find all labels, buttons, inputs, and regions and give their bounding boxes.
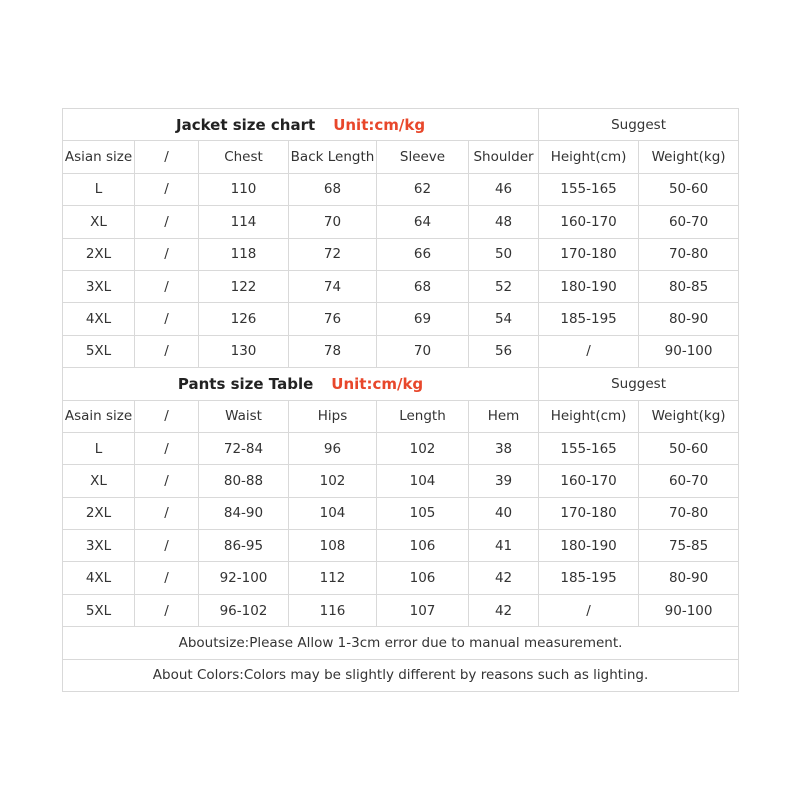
jacket-cell: 130 (199, 335, 289, 367)
pants-title: Pants size Table (177, 374, 314, 393)
jacket-cell: 78 (289, 335, 377, 367)
jacket-cell: 50 (469, 238, 539, 270)
pants-header-cell: Height(cm) (539, 400, 639, 432)
pants-cell: 38 (469, 432, 539, 464)
jacket-cell: 69 (377, 303, 469, 335)
pants-cell: 160-170 (539, 465, 639, 497)
jacket-cell: / (135, 270, 199, 302)
jacket-header-cell: Asian size (63, 141, 135, 173)
jacket-cell: 56 (469, 335, 539, 367)
jacket-cell: 70 (377, 335, 469, 367)
pants-cell: XL (63, 465, 135, 497)
jacket-cell: 68 (377, 270, 469, 302)
jacket-cell: / (135, 238, 199, 270)
jacket-cell: 155-165 (539, 173, 639, 205)
jacket-cell: 74 (289, 270, 377, 302)
pants-cell: / (135, 562, 199, 594)
pants-cell: / (135, 530, 199, 562)
jacket-cell: 4XL (63, 303, 135, 335)
jacket-header-row (63, 141, 739, 173)
pants-cell: 42 (469, 562, 539, 594)
jacket-cell: 48 (469, 206, 539, 238)
jacket-row (63, 335, 739, 367)
jacket-cell: 54 (469, 303, 539, 335)
jacket-cell: 68 (289, 173, 377, 205)
jacket-cell: / (135, 206, 199, 238)
jacket-cell: 114 (199, 206, 289, 238)
pants-row (63, 465, 739, 497)
pants-cell: / (135, 465, 199, 497)
jacket-cell: 62 (377, 173, 469, 205)
jacket-header-cell: / (135, 141, 199, 173)
pants-cell: 102 (289, 465, 377, 497)
jacket-cell: 90-100 (639, 335, 739, 367)
pants-row (63, 497, 739, 529)
pants-cell: 86-95 (199, 530, 289, 562)
pants-cell: 39 (469, 465, 539, 497)
pants-cell: / (135, 432, 199, 464)
jacket-cell: 110 (199, 173, 289, 205)
jacket-cell: 76 (289, 303, 377, 335)
jacket-cell: 72 (289, 238, 377, 270)
jacket-title-row (63, 109, 739, 141)
jacket-row (63, 238, 739, 270)
jacket-header-cell: Back Length (289, 141, 377, 173)
jacket-header-cell: Sleeve (377, 141, 469, 173)
pants-cell: 70-80 (639, 497, 739, 529)
jacket-header-cell: Weight(kg) (639, 141, 739, 173)
pants-unit: Unit:cm/kg (331, 374, 424, 393)
pants-cell: 41 (469, 530, 539, 562)
jacket-cell: 118 (199, 238, 289, 270)
jacket-cell: 52 (469, 270, 539, 302)
pants-header-cell: Hem (469, 400, 539, 432)
pants-cell: 80-90 (639, 562, 739, 594)
pants-cell: 40 (469, 497, 539, 529)
jacket-cell: 185-195 (539, 303, 639, 335)
jacket-cell: XL (63, 206, 135, 238)
pants-cell: 104 (289, 497, 377, 529)
pants-cell: 106 (377, 530, 469, 562)
jacket-cell: / (135, 173, 199, 205)
pants-cell: 92-100 (199, 562, 289, 594)
pants-cell: / (135, 594, 199, 626)
jacket-header-cell: Shoulder (469, 141, 539, 173)
pants-cell: 106 (377, 562, 469, 594)
jacket-cell: / (135, 335, 199, 367)
jacket-title-cell (63, 109, 539, 141)
pants-row (63, 530, 739, 562)
pants-cell: 42 (469, 594, 539, 626)
pants-cell: 102 (377, 432, 469, 464)
color-note-row (63, 659, 739, 691)
jacket-cell: L (63, 173, 135, 205)
pants-suggest-header: Suggest (539, 368, 739, 400)
pants-header-cell: Length (377, 400, 469, 432)
pants-cell: 2XL (63, 497, 135, 529)
jacket-cell: 3XL (63, 270, 135, 302)
pants-title-cell (63, 368, 539, 400)
color-note: About Colors:Colors may be slightly different by reasons such as lighting. (63, 659, 739, 691)
jacket-title: Jacket size chart (175, 115, 316, 134)
pants-cell: 72-84 (199, 432, 289, 464)
jacket-cell: 46 (469, 173, 539, 205)
pants-row (63, 562, 739, 594)
jacket-cell: 160-170 (539, 206, 639, 238)
jacket-header-cell: Chest (199, 141, 289, 173)
pants-cell: 4XL (63, 562, 135, 594)
pants-header-cell: Hips (289, 400, 377, 432)
jacket-cell: 170-180 (539, 238, 639, 270)
jacket-cell: 60-70 (639, 206, 739, 238)
pants-cell: 116 (289, 594, 377, 626)
jacket-cell: 5XL (63, 335, 135, 367)
pants-cell: / (135, 497, 199, 529)
pants-cell: 180-190 (539, 530, 639, 562)
jacket-cell: 70-80 (639, 238, 739, 270)
pants-cell: L (63, 432, 135, 464)
jacket-row (63, 206, 739, 238)
pants-cell: 96 (289, 432, 377, 464)
pants-cell: / (539, 594, 639, 626)
jacket-cell: / (539, 335, 639, 367)
pants-cell: 5XL (63, 594, 135, 626)
jacket-cell: 126 (199, 303, 289, 335)
pants-cell: 84-90 (199, 497, 289, 529)
jacket-cell: 64 (377, 206, 469, 238)
pants-cell: 60-70 (639, 465, 739, 497)
pants-cell: 105 (377, 497, 469, 529)
pants-cell: 50-60 (639, 432, 739, 464)
jacket-cell: 70 (289, 206, 377, 238)
pants-cell: 80-88 (199, 465, 289, 497)
jacket-cell: 122 (199, 270, 289, 302)
pants-cell: 170-180 (539, 497, 639, 529)
jacket-suggest-header: Suggest (539, 109, 739, 141)
jacket-unit: Unit:cm/kg (333, 115, 426, 134)
jacket-cell: 80-90 (639, 303, 739, 335)
pants-row (63, 594, 739, 626)
jacket-row (63, 270, 739, 302)
pants-cell: 108 (289, 530, 377, 562)
pants-header-cell: Waist (199, 400, 289, 432)
jacket-cell: / (135, 303, 199, 335)
pants-cell: 96-102 (199, 594, 289, 626)
pants-header-cell: / (135, 400, 199, 432)
jacket-cell: 180-190 (539, 270, 639, 302)
pants-cell: 112 (289, 562, 377, 594)
pants-header-row (63, 400, 739, 432)
jacket-row (63, 303, 739, 335)
pants-cell: 3XL (63, 530, 135, 562)
pants-header-cell: Asain size (63, 400, 135, 432)
jacket-cell: 80-85 (639, 270, 739, 302)
jacket-cell: 2XL (63, 238, 135, 270)
pants-title-row (63, 368, 739, 400)
size-chart-table (62, 108, 739, 692)
size-note-row (63, 627, 739, 659)
jacket-cell: 50-60 (639, 173, 739, 205)
pants-cell: 155-165 (539, 432, 639, 464)
pants-cell: 107 (377, 594, 469, 626)
jacket-cell: 66 (377, 238, 469, 270)
pants-row (63, 432, 739, 464)
pants-header-cell: Weight(kg) (639, 400, 739, 432)
pants-cell: 185-195 (539, 562, 639, 594)
jacket-row (63, 173, 739, 205)
pants-cell: 75-85 (639, 530, 739, 562)
pants-cell: 90-100 (639, 594, 739, 626)
pants-cell: 104 (377, 465, 469, 497)
jacket-header-cell: Height(cm) (539, 141, 639, 173)
size-note: Aboutsize:Please Allow 1-3cm error due to manual measurement. (63, 627, 739, 659)
